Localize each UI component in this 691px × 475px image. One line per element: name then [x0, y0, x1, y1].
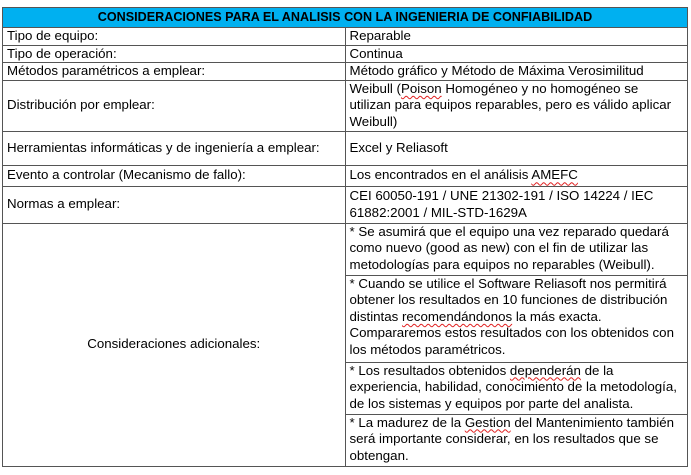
row-label: Tipo de operación: [3, 45, 346, 63]
row-label: Distribución por emplear: [3, 80, 346, 131]
row-label: Tipo de equipo: [3, 28, 346, 46]
consideration-item: * Se asumirá que el equipo una vez reparado quedará como nuevo (good as new) con el fin de utilizar las metodologías para equipos no reparables (Weibull). [345, 223, 688, 275]
row-value: Los encontrados en el análisis AMEFC [345, 165, 688, 186]
row-value: Reparable [345, 28, 688, 46]
row-label: Evento a controlar (Mecanismo de fallo): [3, 165, 346, 186]
row-label: Normas a emplear: [3, 186, 346, 223]
row-value: Excel y Reliasoft [345, 131, 688, 165]
additional-considerations-label: Consideraciones adicionales: [3, 223, 346, 466]
table-row [3, 131, 688, 165]
consideration-item: * Los resultados obtenidos dependerán de la experiencia, habilidad, conocimiento de la metodología, de los sistemas y equipos por parte del analista. [345, 362, 688, 414]
table-row [3, 80, 688, 131]
table-row [3, 45, 688, 63]
consideration-item: * La madurez de la Gestion del Mantenimiento también será importante considerar, en los resultados que se obtengan. [345, 414, 688, 466]
row-value: Continua [345, 45, 688, 63]
spellcheck-underlined-word: dependerán [509, 362, 581, 378]
spellcheck-underlined-word: Gestion [464, 414, 511, 430]
table-row [3, 186, 688, 223]
table-header-row [3, 8, 688, 28]
row-label: Herramientas informáticas y de ingeniería a emplear: [3, 131, 346, 165]
spellcheck-underlined-word: AMEFC [531, 167, 578, 183]
table-row [3, 223, 688, 275]
table-row [3, 28, 688, 46]
row-value: CEI 60050-191 / UNE 21302-191 / ISO 14224 / IEC 61882:2001 / MIL-STD-1629A [345, 186, 688, 223]
reliability-considerations-table [2, 7, 688, 467]
spellcheck-underlined-word: recomendándonos [401, 308, 513, 324]
table-row [3, 63, 688, 81]
consideration-item: * Cuando se utilice el Software Reliasoft nos permitirá obtener los resultados en 10 funciones de distribución distintas recomendándonos la más exacta. Compararemos estos resultados con los obtenidos con los métodos paramétricos. [345, 275, 688, 362]
row-label: Métodos paramétricos a emplear: [3, 63, 346, 81]
row-value: Weibull (Poison Homogéneo y no homogéneo se utilizan para equipos reparables, pero es válido aplicar Weibull) [345, 80, 688, 131]
table-row [3, 165, 688, 186]
row-value: Método gráfico y Método de Máxima Verosimilitud [345, 63, 688, 81]
table-title: CONSIDERACIONES PARA EL ANALISIS CON LA INGENIERIA DE CONFIABILIDAD [3, 8, 688, 28]
spellcheck-underlined-word: Poison [400, 80, 442, 96]
